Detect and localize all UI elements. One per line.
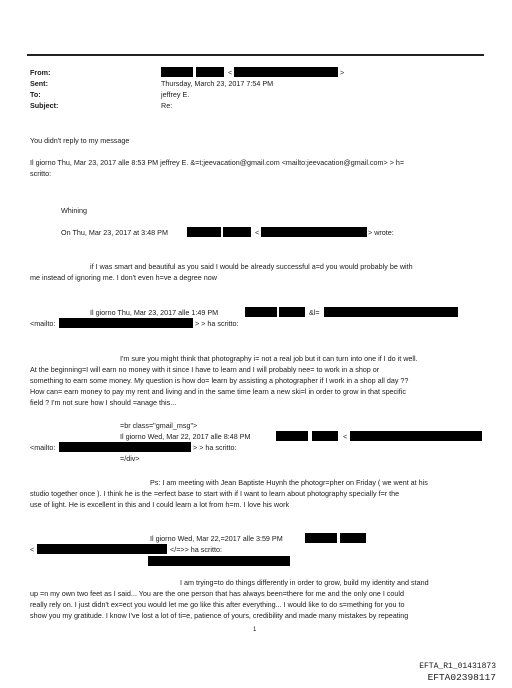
body-line: <mailto: [30, 443, 56, 452]
footer-id-secondary: EFTA02398117 [427, 672, 496, 683]
body-line: < [30, 545, 35, 554]
body-line: something to earn some money. My question is how do= learn by assisting a photographer if I work in a shop all day ?? [30, 376, 409, 385]
body-line: On Thu, Mar 23, 2017 at 3:48 PM [61, 228, 168, 237]
redaction-block [223, 227, 251, 237]
body-line: I am trying=to do things differently in order to grow, build my identity and stand [180, 578, 429, 587]
body-line: <mailto: [30, 319, 56, 328]
body-line: Il giorno Wed, Mar 22, 2017 alle 8:48 PM [120, 432, 251, 441]
body-line: &l= [309, 308, 320, 317]
body-line: if I was smart and beautiful as you said I would be already successful a=d you would probably be with [90, 262, 413, 271]
body-line: </=>> ha scritto: [170, 545, 222, 554]
body-line: Ps: I am meeting with Jean Baptiste Huynh the photogr=pher on Friday ( we went at his [150, 478, 428, 487]
body-line: You didn't reply to my message [30, 136, 130, 145]
redaction-block [245, 307, 277, 317]
redaction-block [340, 533, 366, 543]
body-line: =br class="gmail_msg"> [120, 421, 198, 430]
from-label: From: [30, 68, 51, 77]
redaction-block [324, 307, 458, 317]
body-line: use of light. He is excellent in this and I could learn a lot from h=m. I love his work [30, 500, 290, 509]
redaction-block [59, 318, 193, 328]
body-line: =/div> [120, 454, 140, 463]
to-value: jeffrey E. [161, 90, 190, 99]
body-line: > > ha scritto: [193, 443, 237, 452]
body-line: How can= earn money to pay my rent and living and in the same time learn a new ski=l in order to grow in that specific [30, 387, 406, 396]
body-line: > wrote: [368, 228, 394, 237]
body-line: I'm sure you might think that photography i= not a real job but it can turn into one if I do it well. [120, 354, 418, 363]
redaction-block [196, 67, 224, 77]
redaction-block [279, 307, 305, 317]
body-line: field ? I'm not sure how I should =anage this... [30, 398, 177, 407]
from-lt: < [228, 68, 233, 77]
footer-id-primary: EFTA_R1_01431873 [419, 662, 496, 671]
sent-label: Sent: [30, 79, 48, 88]
to-label: To: [30, 90, 41, 99]
redaction-block [234, 67, 338, 77]
body-line: Il giorno Wed, Mar 22,=2017 alle 3:59 PM [150, 534, 283, 543]
redaction-block [37, 544, 167, 554]
body-line: > > ha scritto: [195, 319, 239, 328]
redaction-block [148, 556, 290, 566]
subject-value: Re: [161, 101, 173, 110]
body-line: really rely on. I just didn't ex=ect you would let me go like this after everything... I would like to do s=mething for you to [30, 600, 405, 609]
body-line: show you my gratitude. I know I've lost a lot of ti=e, patience of yours, credibility and made many mistakes by repeating [30, 611, 409, 620]
body-line: up =n my own two feet as I said... You are the one person that has always been=there for me and the only one I could [30, 589, 404, 598]
body-line: me instead of ignoring me. I don't even h=ve a degree now [30, 273, 217, 282]
body-line: At the beginning=I will earn no money with it since I have to learn and I will probably nee= to work in a shop or [30, 365, 380, 374]
page-number: 1 [253, 627, 257, 633]
from-gt: > [340, 68, 345, 77]
header-rule [27, 54, 484, 56]
redaction-block [161, 67, 193, 77]
body-line: scritto: [30, 169, 52, 178]
body-line: Il giorno Thu, Mar 23, 2017 alle 8:53 PM jeffrey E. &=t;jeevacation@gmail.com <mailto:jeevacation@gmail.com> > h= [30, 158, 405, 167]
redaction-block [350, 431, 482, 441]
body-line: < [343, 432, 348, 441]
body-line: < [255, 228, 260, 237]
body-line: Whining [61, 206, 87, 215]
redaction-block [276, 431, 308, 441]
body-line: studio together once ). I think he is the =erfect base to start with if I want to learn about photography specially f=r the [30, 489, 400, 498]
redaction-block [261, 227, 367, 237]
subject-label: Subject: [30, 101, 59, 110]
redaction-block [312, 431, 338, 441]
redaction-block [305, 533, 337, 543]
body-line: Il giorno Thu, Mar 23, 2017 alle 1:49 PM [90, 308, 219, 317]
redaction-block [59, 442, 191, 452]
sent-value: Thursday, March 23, 2017 7:54 PM [161, 79, 274, 88]
redaction-block [187, 227, 221, 237]
